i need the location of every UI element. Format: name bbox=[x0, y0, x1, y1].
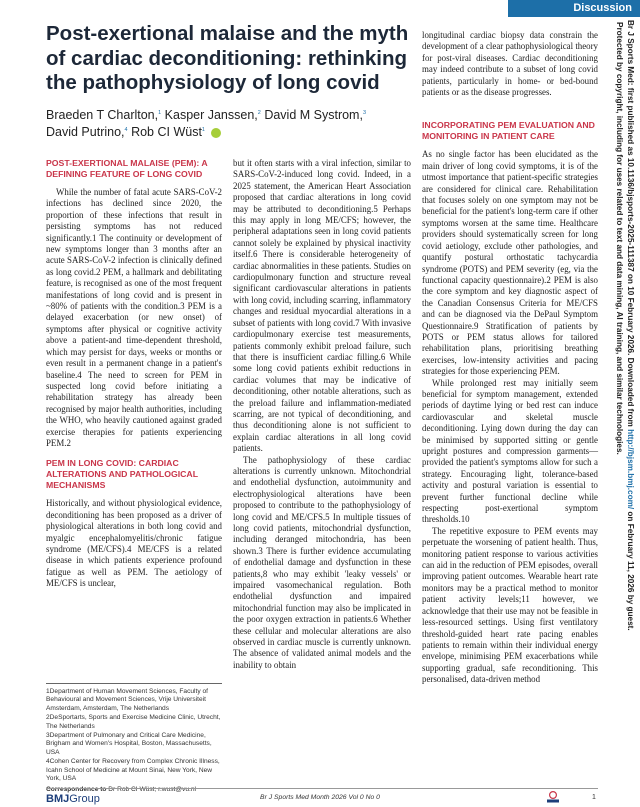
paragraph: Historically, and without physiological evidence, deconditioning has been proposed as a driver of physiological alterations in both long covid and myalgic encephalomyelitis/chronic fatigue syndrome (ME/CFS).4 ME/CFS is a related disease in which patients experience profound fatigue as well as PEM. The aetiology of ME/CFS is unclear, bbox=[46, 498, 222, 589]
paragraph: The pathophysiology of these cardiac alterations is currently unknown. Mitochondrial and endothelial dysfunction, autoimmunity and electrophysiological alterations have been proposed to contribute to the pathophysiology of long covid and ME/CFS.5 In multiple tissues of long covid patients, mitochondrial dysfunction, including deranged mitochondria, has been shown.3 There is further evidence accumulating of endothelial damage and dysfunction in these patients,8 who may exhibit 'leaky vessels' or impaired vasomechanical regulation. Both endothelial dysfunction and impaired mitochondrial function may also be implicated in the poor oxygen extraction in patients.6 Whether these cellular and molecular alterations are also observed in cardiac muscle is currently unknown. The absence of validated animal models and the inability to obtain bbox=[233, 454, 411, 670]
bmj-group-logo: BMJGroup bbox=[46, 793, 100, 805]
paragraph: While the number of fatal acute SARS-CoV-2 infections has declined since 2020, the proportion of these infections that result in persisting symptoms has not reduced significantly.1 The continuity or development of new symptoms longer than 3 months after an acute SARS-CoV-2 infection is clinically defined as long covid.2 PEM, a hallmark and debilitating feature, is recognised as one of the most frequent manifestations of long covid and is present in ~80% of patients with the condition.3 PEM is a delayed exacerbation (or new onset) of symptoms after physical or cognitive activity above a patient-and time-dependent threshold, which may persist for days, weeks or months or even result in a permanent change in a patient's baseline.4 The need to screen for PEM in suspected long covid before initiating a rehabilitation strategy has already been recognised by major health authorities, including the WHO, who heavily cautioned against graded exercise therapies for patients experiencing PEM.2 bbox=[46, 187, 222, 448]
section-heading: POST-EXERTIONAL MALAISE (PEM): A DEFINING FEATURE OF LONG COVID bbox=[46, 158, 208, 179]
correspondence: Correspondence to Dr Rob CI Wüst; r.wust@vu.nl bbox=[46, 786, 196, 794]
author-name[interactable]: Rob CI Wüst bbox=[131, 125, 202, 139]
author-name[interactable]: David M Systrom, bbox=[264, 108, 363, 122]
paragraph: but it often starts with a viral infection, similar to SARS-CoV-2-induced long covid. Indeed, in a 2025 statement, the American Heart Association proposed that cardiac alterations in long covid may be attributed to deconditioning.5 Perhaps this may apply in long ME/CFS; however, the peripheral adaptations seen in long covid patients cannot solely be explained by physical inactivity itself.6 There is considerable heterogeneity of cardiac abnormalities in these patients. Studies on cardiopulmonary function and structure reveal significant cardiovascular alterations in patients with long covid, including scarring, inflammatory changes and residual myocardial alterations in a subset of patients with long covid.7 With invasive cardiopulmonary exercise test measurements, patients commonly exhibit preload failure, such that there is insufficient cardiac filling.6 While some long covid patients exhibit reductions in cardiac volumes that may be indicative of deconditioning, other notable alterations, such as the preload failure and inflammation-mediated scarring, are not typical of deconditioning, and thus deconditioning alone is not sufficient to explain cardiac alterations in all long covid patients. bbox=[233, 158, 411, 454]
affiliations bbox=[46, 688, 222, 796]
paragraph: The repetitive exposure to PEM events may perpetuate the worsening of patient health. Thus, monitoring patient response to various activities can aid in the reduction of PEM episodes, overall improving patient outcomes. Wearable heart rate monitors may be a practical method to monitor patient activity levels;11 however, we acknowledge that their use may not be feasible in less-resourced settings. Using first ventilatory threshold-guided heart rate pacing enables patients to remain within their individual energy envelope, minimising PEM exacerbations while supporting gradual, safe reconditioning. This personalised, data-driven method bbox=[422, 525, 598, 685]
section-heading: PEM IN LONG COVID: CARDIAC ALTERATIONS AND PATHOLOGICAL MECHANISMS bbox=[46, 458, 198, 491]
article-title: Post-exertional malaise and the myth of cardiac deconditioning: rethinking the pathophysiology of long covid bbox=[46, 22, 409, 94]
column-3 bbox=[422, 30, 598, 686]
section-heading: INCORPORATING PEM EVALUATION AND MONITORING IN PATIENT CARE bbox=[422, 120, 595, 142]
footer-divider bbox=[46, 788, 598, 789]
author-name[interactable]: Braeden T Charlton, bbox=[46, 108, 159, 122]
column-2 bbox=[233, 158, 411, 671]
orcid-icon[interactable] bbox=[211, 128, 221, 138]
column-1 bbox=[46, 158, 222, 590]
paragraph: longitudinal cardiac biopsy data constrain the development of a clear pathophysiological theory for post-viral diseases. Cardiac deconditioning may indeed contribute to a subset of long covid patients, particularly in home- or bed-bound patients or as the disease progresses. bbox=[422, 30, 598, 98]
bjsm-logo-icon bbox=[546, 791, 560, 803]
affiliation: 1Department of Human Movement Sciences, Faculty of Behavioural and Movement Sciences, Vrije Universiteit Amsterdam, Amsterdam, The Netherlands bbox=[46, 688, 208, 712]
affiliation: 2DeSportarts, Sports and Exercise Medicine Clinic, Utrecht, The Netherlands bbox=[46, 714, 221, 730]
author-list: Braeden T Charlton,$^1$ Kasper Janssen,$^2$ David M Systrom,$^3$ David Putrino,$^4$ Rob CI Wüst$^1$ bbox=[46, 108, 367, 139]
bjsm-link[interactable]: http://bjsm.bmj.com/ bbox=[626, 429, 635, 510]
paragraph: While prolonged rest may initially seem beneficial for symptom management, extended periods of daytime lying or bed rest can induce cardiovascular and skeletal muscle deconditioning. Lying down during the day can be minimised by supported sitting or gentle upright postures and compression garments—provided the patient's symptoms allow for such a strategy. Encouraging light, tolerance-based activity and postural variation is essential to prevent further functional decline while respecting post-exertional symptom thresholds.10 bbox=[422, 377, 598, 525]
copyright-sidebar: Br J Sports Med: first published as 10.1136/bjsports-2025-111387 on 10 February 2026. Downloaded from http://bjsm.bmj.com/ on February 11, 2026 by guest. Protected by copyright, including for uses related to text and data mining, AI training, and similar technologies. bbox=[615, 20, 635, 631]
author-name[interactable]: David Putrino, bbox=[46, 125, 125, 139]
paragraph: As no single factor has been elucidated as the main driver of long covid symptoms, it is of the utmost importance that patient-specific strategies are considered for clinical care. Rehabilitation that focuses solely on one symptom may not be beneficial for the patient's long-term care if other symptoms worsen at the same time. Healthcare providers should systematically screen for long covid aetiology, exclude other pathologies, and quantify postural orthostatic tachycardia syndrome (POTS) and PEM severity (eg, via the functional capacity questionnaire).2 PEM is also the core symptom and key diagnostic aspect of the Canadian Consensus Criteria for ME/CFS and can be diagnosed via the DePaul Symptom Questionnaire.9 Stratification of patients by POTS or PEM status allows for tailored rehabilitation plans, prioritising breathing exercises, low-intensity activities and pacing strategies for those experiencing PEM. bbox=[422, 149, 598, 377]
correspondence-contact[interactable]: Dr Rob CI Wüst; r.wust@vu.nl bbox=[108, 786, 196, 794]
page-number: 1 bbox=[592, 794, 596, 801]
affiliation: 3Department of Pulmonary and Critical Care Medicine, Brigham and Women's Hospital, Boston, Massachusetts, USA bbox=[46, 732, 212, 756]
section-tag: Discussion bbox=[508, 0, 640, 17]
journal-citation: Br J Sports Med Month 2026 Vol 0 No 0 bbox=[260, 794, 380, 801]
affiliation: 4Cohen Center for Recovery from Complex Chronic Illness, Icahn School of Medicine at Mount Sinai, New York, New York, USA bbox=[46, 758, 220, 783]
footnote-divider bbox=[46, 683, 222, 684]
author-name[interactable]: Kasper Janssen, bbox=[164, 108, 258, 122]
